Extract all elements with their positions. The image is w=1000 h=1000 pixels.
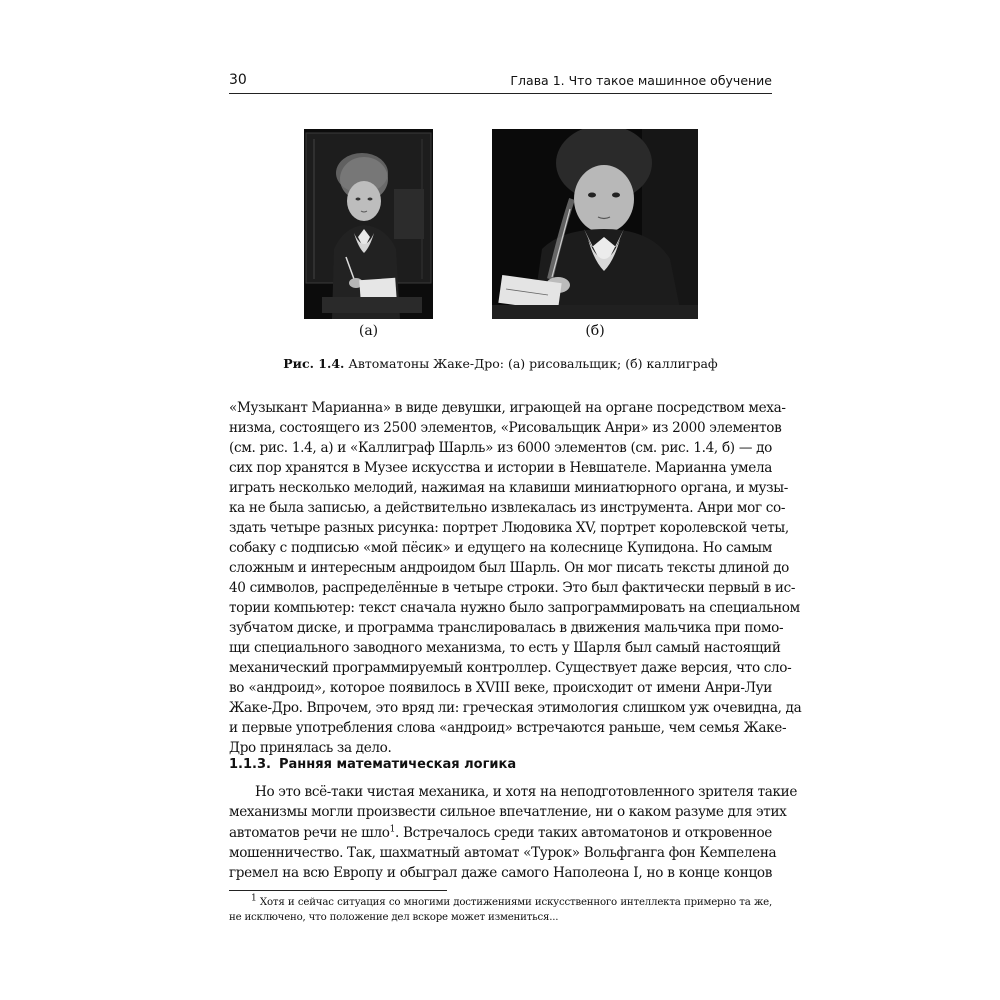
text-line: мошенничество. Так, шахматный автомат «Турок» Вольфганга фон Кемпелена [229, 844, 777, 861]
running-header [229, 70, 772, 90]
footnote-reference[interactable]: 1 [389, 824, 395, 835]
text-line: (см. рис. 1.4, а) и «Каллиграф Шарль» из 6000 элементов (см. рис. 1.4, б) — до [229, 440, 772, 456]
figure-caption-text: Автоматоны Жаке-Дро: (а) рисовальщик; (б) каллиграф [344, 356, 718, 371]
text-line: во «андроид», которое появилось в XVIII веке, происходит от имени Анри-Луи [229, 680, 772, 696]
text-line: собаку с подписью «мой пёсик» и едущего на колеснице Купидона. Но самым [229, 540, 772, 556]
page-number: 30 [229, 72, 247, 88]
section-title: Ранняя математическая логика [278, 757, 517, 772]
photo-writer-automaton [492, 129, 698, 319]
section-heading [229, 757, 516, 772]
footnote-text: Хотя и сейчас ситуация со многими достижениями искусственного интеллекта примерно та же, [259, 897, 772, 908]
text-line: зубчатом диске, и программа транслировалась в движения мальчика при помо- [229, 620, 784, 636]
figure-caption [229, 356, 772, 371]
footnote [229, 895, 772, 925]
text-line: механизмы могли произвести сильное впечатление, ни о каком разуме для этих [229, 804, 787, 821]
text-line: Но это всё-таки чистая механика, и хотя на неподготовленного зрителя такие [255, 784, 798, 800]
text-line: здать четыре разных рисунка: портрет Людовика XV, портрет королевской четы, [229, 520, 789, 536]
text-line: ка не была записью, а действительно извлекалась из инструмента. Анри мог со- [229, 500, 786, 516]
text-line: щи специального заводного механизма, то есть у Шарля был самый настоящий [229, 640, 781, 656]
footnote-line: не исключено, что положение дел вскоре может измениться... [229, 912, 559, 923]
text-fragment: автоматов речи не шло [229, 824, 390, 841]
header-rule [229, 93, 772, 94]
photo-draughtsman-automaton [304, 129, 433, 319]
text-line: механический программируемый контроллер. Существует даже версия, что сло- [229, 660, 792, 676]
text-line: Дро принялась за дело. [229, 740, 392, 756]
text-line: тории компьютер: текст сначала нужно было запрограммировать на специальном [229, 600, 800, 616]
figure-label-a: (а) [358, 323, 379, 339]
text-line: сложным и интересным андроидом был Шарль. Он мог писать тексты длиной до [229, 560, 789, 576]
footnote-marker: 1 [251, 893, 257, 904]
text-line: 40 символов, распределённые в четыре строки. Это был фактически первый в ис- [229, 580, 796, 596]
footnote-rule [229, 890, 447, 891]
text-line: и первые употребления слова «андроид» встречаются раньше, чем семья Жаке- [229, 720, 787, 736]
section-number: 1.1.3. [229, 757, 271, 772]
text-line: играть несколько мелодий, нажимая на клавиши миниатюрного органа, и музы- [229, 480, 788, 496]
text-fragment: . Встречалось среди таких автоматонов и откровенное [394, 824, 772, 841]
figure-label-b: (б) [585, 323, 605, 339]
text-line: низма, состоящего из 2500 элементов, «Рисовальщик Анри» из 2000 элементов [229, 420, 782, 436]
chapter-title: Глава 1. Что такое машинное обучение [510, 73, 772, 88]
footnote-line [229, 895, 772, 910]
text-line [229, 823, 772, 843]
text-line: гремел на всю Европу и обыграл даже самого Наполеона I, но в конце концов [229, 865, 772, 882]
figure-caption-label: Рис. 1.4. [283, 356, 345, 371]
paragraph-automatons [229, 398, 802, 758]
text-line: сих пор хранятся в Музее искусства и истории в Невшателе. Марианна умела [229, 460, 772, 476]
text-line: Жаке-Дро. Впрочем, это вряд ли: греческая этимология слишком уж очевидна, да [229, 700, 802, 716]
paragraph-early-logic [229, 782, 798, 883]
text-line: «Музыкант Марианна» в виде девушки, играющей на органе посредством меха- [229, 400, 786, 416]
